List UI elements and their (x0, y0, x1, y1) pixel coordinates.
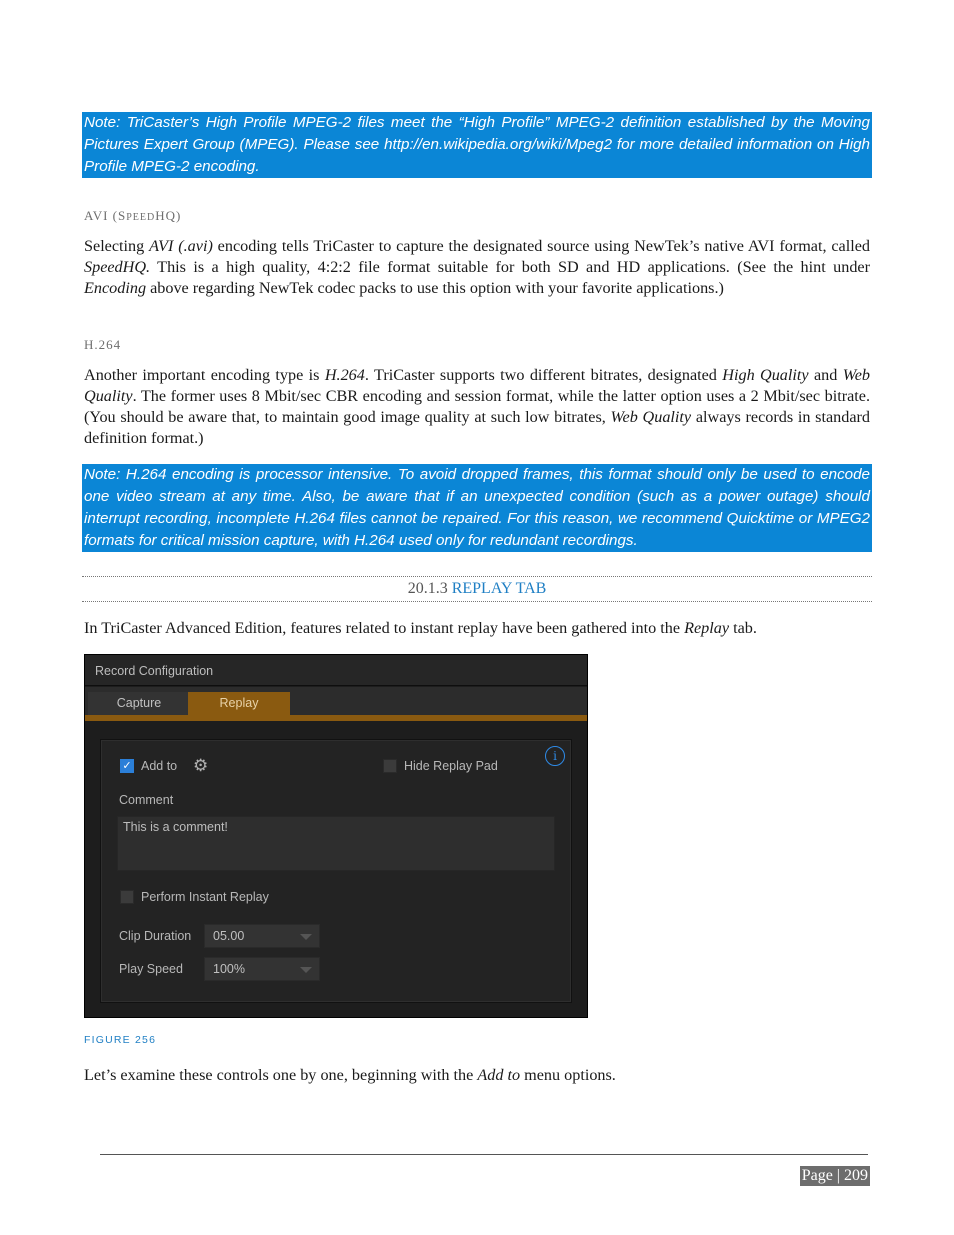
play-speed-select[interactable] (204, 957, 320, 981)
play-speed-value: 100% (213, 962, 245, 976)
page-number: Page | 209 (801, 1167, 868, 1184)
intro-paragraph: In TriCaster Advanced Edition, features related to instant replay have been gathered into the Replay tab. (84, 619, 757, 637)
clip-duration-value: 05.00 (213, 929, 245, 943)
chevron-down-icon (300, 934, 312, 940)
replay-panel (100, 739, 572, 1003)
closing-paragraph: Let’s examine these controls one by one, beginning with the Add to menu options. (84, 1066, 616, 1084)
h264-paragraph: Another important encoding type is H.264. TriCaster supports two different bitrates, designated High Quality and Web Quality. The former uses 8 Mbit/sec CBR encoding and session format, while the latter option uses a 2 Mbit/sec bitrate. (You should be aware that, to maintain good image quality at such low bitrates, Web Quality always records in standard definition format.) (84, 366, 870, 447)
avi-speedhq-heading: AVI (SPEEDHQ) (84, 208, 182, 223)
note-1-text: Note: TriCaster’s High Profile MPEG-2 files meet the “High Profile” MPEG-2 definition established by the Moving Pictures Expert Group (MPEG). Please see http://en.wikipedia.org/wiki/Mpeg2 for more detailed information on High Profile MPEG-2 encoding. (84, 114, 870, 175)
chevron-down-icon (300, 967, 312, 973)
figure-caption: FIGURE 256 (84, 1034, 157, 1046)
note-2-text: Note: H.264 encoding is processor intensive. To avoid dropped frames, this format should only be used to encode one video stream at any time. Also, be aware that if an unexpected condition (such as a power outage) should interrupt recording, incomplete H.264 files cannot be repaired. For this reason, we recommend Quicktime or MPEG2 formats for critical mission capture, with H.264 used only for redundant recordings. (84, 466, 870, 549)
active-tab-bar (85, 715, 587, 721)
tab-replay[interactable]: Replay (188, 692, 290, 715)
hide-replay-pad-label: Hide Replay Pad (404, 759, 498, 773)
footer-rule (100, 1154, 868, 1155)
perform-instant-replay-label: Perform Instant Replay (141, 890, 269, 904)
section-heading-replay-tab (82, 576, 872, 602)
h264-heading: H.264 (84, 337, 122, 352)
dialog-title: Record Configuration (85, 655, 587, 686)
note-high-profile-mpeg2 (82, 112, 872, 178)
clip-duration-select[interactable] (204, 924, 320, 948)
info-icon[interactable]: i (545, 746, 565, 766)
note-h264-processor (82, 464, 872, 552)
checkmark-icon: ✓ (122, 760, 132, 772)
record-configuration-screenshot (84, 654, 588, 1018)
avi-paragraph: Selecting AVI (.avi) encoding tells TriCaster to capture the designated source using NewTek’s native AVI format, called SpeedHQ. This is a high quality, 4:2:2 file format suitable for both SD and HD applications. (See the hint under Encoding above regarding NewTek codec packs to use this option with your favorite applications.) (84, 237, 870, 297)
section-title: REPLAY TAB (451, 580, 547, 597)
clip-duration-label: Clip Duration (119, 929, 192, 943)
comment-input[interactable]: This is a comment! (117, 816, 555, 871)
tab-capture[interactable]: Capture (88, 692, 190, 715)
gear-icon[interactable]: ⚙ (193, 756, 209, 775)
perform-instant-replay-checkbox[interactable] (120, 890, 134, 904)
section-number: 20.1.3 (407, 580, 452, 597)
add-to-checkbox[interactable] (120, 759, 134, 773)
comment-label: Comment (119, 793, 174, 807)
hide-replay-pad-checkbox[interactable] (383, 759, 397, 773)
dialog-tabs (85, 687, 587, 715)
add-to-label: Add to (141, 759, 178, 773)
play-speed-label: Play Speed (119, 962, 183, 976)
